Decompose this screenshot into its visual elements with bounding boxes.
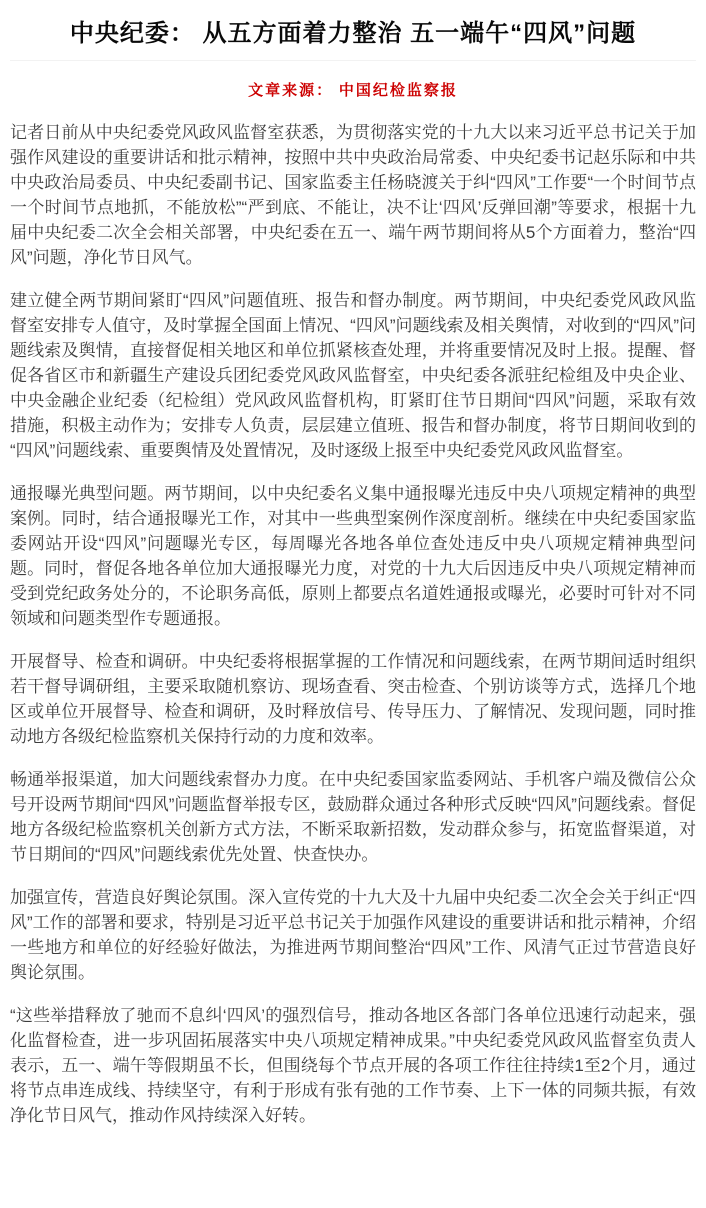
article-paragraph: 建立健全两节期间紧盯“四风”问题值班、报告和督办制度。两节期间，中央纪委党风政风监督室安排专人值守，及时掌握全国面上情况、“四风”问题线索及相关舆情，对收到的“四风”问题线索及舆情，直接督促相关地区和单位抓紧核查处理，并将重要情况及时上报。提醒、督促各省区市和新疆生产建设兵团纪委党风政风监督室，中央纪委各派驻纪检组及中央企业、中央金融企业纪委（纪检组）党风政风监督机构，盯紧盯住节日期间“四风”问题，采取有效措施，积极主动作为；安排专人负责，层层建立值班、报告和督办制度，将节日期间收到的“四风”问题线索、重要舆情及处置情况，及时逐级上报至中央纪委党风政风监督室。	[10, 291, 696, 460]
article-paragraph: 畅通举报渠道，加大问题线索督办力度。在中央纪委国家监委网站、手机客户端及微信公众号开设两节期间“四风”问题监督举报专区，鼓励群众通过各种形式反映“四风”问题线索。督促地方各级纪检监察机关创新方式方法，不断采取新招数，发动群众参与，拓宽监督渠道，对节日期间的“四风”问题线索优先处置、快查快办。	[10, 770, 696, 864]
article-paragraph: 通报曝光典型问题。两节期间，以中央纪委名义集中通报曝光违反中央八项规定精神的典型案例。同时，结合通报曝光工作，对其中一些典型案例作深度剖析。继续在中央纪委国家监委网站开设“四风”问题曝光专区，每周曝光各地各单位查处违反中央八项规定精神典型问题。同时，督促各地各单位加大通报曝光力度，对党的十九大后因违反中央八项规定精神而受到党纪政务处分的，不论职务高低，原则上都要点名道姓通报或曝光，必要时可针对不同领域和问题类型作专题通报。	[10, 484, 696, 628]
article-body	[10, 120, 696, 1128]
page-title: 中央纪委： 从五方面着力整治 五一端午“四风”问题	[10, 10, 696, 61]
article-paragraph: 加强宣传，营造良好舆论氛围。深入宣传党的十九大及十九届中央纪委二次全会关于纠正“四风”工作的部署和要求，特别是习近平总书记关于加强作风建设的重要讲话和批示精神，介绍一些地方和单位的好经验好做法，为推进两节期间整治“四风”工作、风清气正过节营造良好舆论氛围。	[10, 888, 696, 982]
article-paragraph: 开展督导、检查和调研。中央纪委将根据掌握的工作情况和问题线索，在两节期间适时组织若干督导调研组，主要采取随机察访、现场查看、突击检查、个别访谈等方式，选择几个地区或单位开展督导、检查和调研，及时释放信号、传导压力、了解情况、发现问题，同时推动地方各级纪检监察机关保持行动的力度和效率。	[10, 652, 696, 746]
article-paragraph: 记者日前从中央纪委党风政风监督室获悉，为贯彻落实党的十九大以来习近平总书记关于加强作风建设的重要讲话和批示精神，按照中共中央政治局常委、中央纪委书记赵乐际和中共中央政治局委员、中央纪委副书记、国家监委主任杨晓渡关于纠“四风”工作要“一个时间节点一个时间节点地抓，不能放松”“严到底、不能让，决不让‘四风’反弹回潮”等要求，根据十九届中央纪委二次全会相关部署，中央纪委在五一、端午两节期间将从5个方面着力，整治“四风”问题，净化节日风气。	[10, 123, 696, 267]
article-paragraph: “这些举措释放了驰而不息纠‘四风’的强烈信号，推动各地区各部门各单位迅速行动起来，强化监督检查，进一步巩固拓展落实中央八项规定精神成果。”中央纪委党风政风监督室负责人表示，五一、端午等假期虽不长，但围绕每个节点开展的各项工作往往持续1至2个月，通过将节点串连成线、持续坚守，有利于形成有张有弛的工作节奏、上下一体的同频共振，有效净化节日风气，推动作风持续深入好转。	[10, 1006, 696, 1125]
article-source: 文章来源： 中国纪检监察报	[248, 83, 458, 99]
